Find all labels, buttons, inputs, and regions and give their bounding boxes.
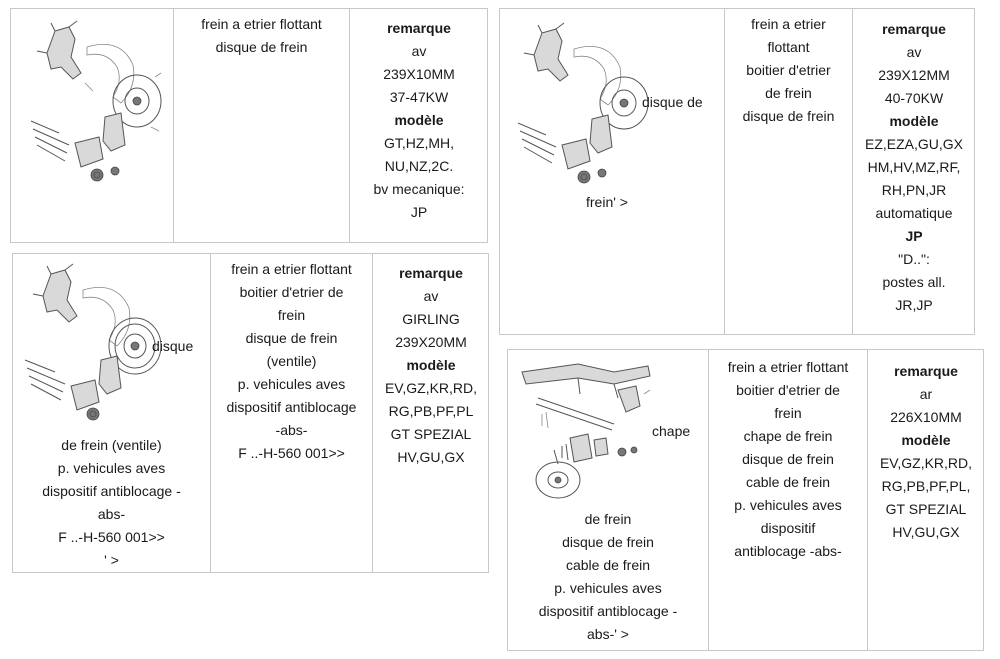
image-caption	[13, 434, 210, 572]
modele-value: postes all.	[882, 274, 946, 290]
modele-value: EZ,EZA,GU,GX	[864, 136, 963, 152]
part-card-3	[12, 253, 489, 573]
description-line: p. vehicules aves	[237, 376, 346, 392]
description-cell	[173, 9, 349, 242]
image-caption-line: cable de frein	[565, 557, 651, 573]
image-label: disque	[152, 338, 194, 354]
modele-heading: modèle	[406, 357, 456, 373]
description-line: boitier d'etrier de	[239, 284, 344, 300]
remarque-value: 37-47KW	[389, 89, 449, 105]
description-line: boitier d'etrier de	[736, 382, 840, 398]
description-line: frein	[277, 307, 306, 323]
description-cell	[724, 9, 852, 334]
modele-value: NU,NZ,2C.	[384, 158, 454, 174]
image-caption-line: dispositif antiblocage -	[538, 603, 678, 619]
modele-heading: modèle	[394, 112, 444, 128]
remarque-heading: remarque	[399, 265, 463, 281]
remarque-value: ar	[919, 386, 933, 402]
remarque-heading: remarque	[882, 21, 946, 37]
modele-value: GT SPEZIAL	[885, 501, 967, 517]
description-line: de frein	[765, 85, 812, 101]
image-caption-line: dispositif antiblocage -	[42, 483, 181, 499]
remarque-value: 239X12MM	[878, 67, 950, 83]
description-line: -abs-	[275, 422, 308, 438]
image-caption-line: p. vehicules aves	[57, 460, 166, 476]
description-line: disque de frein	[742, 451, 834, 467]
modele-value: GT,HZ,MH,	[384, 135, 454, 151]
image-caption	[508, 508, 708, 646]
description-line: dispositif antiblocage	[226, 399, 357, 415]
description-line: frein a etrier flottant	[201, 16, 322, 32]
remarque-cell	[349, 9, 488, 242]
description-line: disque de frein	[245, 330, 338, 346]
remarque-value: 226X10MM	[890, 409, 962, 425]
description-line: p. vehicules aves	[734, 497, 842, 513]
part-image-cell	[13, 254, 210, 572]
description-cell	[708, 350, 867, 650]
part-card-4	[507, 349, 984, 651]
description-line: disque de frein	[742, 108, 835, 124]
remarque-value: av	[906, 44, 922, 60]
modele-value-bold: JP	[905, 228, 923, 244]
image-label: chape	[652, 423, 691, 439]
description-line: disque de frein	[215, 39, 308, 55]
image-caption-line: frein' >	[586, 194, 628, 210]
description-line: frein a etrier	[751, 16, 826, 32]
part-image-cell	[11, 9, 173, 242]
remarque-value: av	[423, 288, 439, 304]
modele-value: EV,GZ,KR,RD,	[384, 380, 478, 396]
description-line: frein a etrier flottant	[231, 261, 352, 277]
remarque-heading: remarque	[894, 363, 958, 379]
description-line: frein	[774, 405, 802, 421]
remarque-value: 239X10MM	[383, 66, 455, 82]
rear-brake-diagram[interactable]	[518, 354, 654, 504]
description-line: dispositif	[760, 520, 816, 536]
description-line: F ..-H-560 001>>	[238, 445, 345, 461]
part-image-cell	[508, 350, 708, 650]
part-card-2	[499, 8, 975, 335]
description-line: cable de frein	[745, 474, 831, 490]
modele-value: HV,GU,GX	[397, 449, 465, 465]
image-caption-line: p. vehicules aves	[554, 580, 662, 596]
remarque-value: 40-70KW	[884, 90, 944, 106]
modele-value: automatique	[875, 205, 953, 221]
image-caption-line: de frein (ventile)	[61, 437, 162, 453]
image-caption-line: abs-' >	[587, 626, 629, 642]
description-cell	[210, 254, 372, 572]
modele-value: RG,PB,PF,PL	[388, 403, 474, 419]
modele-value: "D..":	[898, 251, 930, 267]
part-card-1	[10, 8, 488, 243]
image-caption-line: abs-	[97, 506, 126, 522]
remarque-cell	[867, 350, 984, 650]
remarque-value: 239X20MM	[395, 334, 467, 350]
remarque-value: GIRLING	[402, 311, 460, 327]
image-label: disque de	[642, 94, 703, 110]
modele-heading: modèle	[889, 113, 939, 129]
description-line: frein a etrier flottant	[727, 359, 849, 375]
modele-value: RH,PN,JR	[881, 182, 947, 198]
brake-assembly-diagram[interactable]	[21, 260, 161, 430]
modele-heading: modèle	[901, 432, 951, 448]
modele-value: HV,GU,GX	[892, 524, 960, 540]
modele-value: JR,JP	[895, 297, 933, 313]
description-line: boitier d'etrier	[746, 62, 831, 78]
modele-value: GT SPEZIAL	[390, 426, 472, 442]
modele-value: bv mecanique:	[373, 181, 465, 197]
image-caption-line: F ..-H-560 001>>	[58, 529, 165, 545]
modele-value: JP	[410, 204, 428, 220]
remarque-heading: remarque	[387, 20, 451, 36]
part-image-cell	[500, 9, 724, 334]
remarque-cell	[852, 9, 975, 334]
description-line: chape de frein	[743, 428, 833, 444]
description-line: flottant	[767, 39, 810, 55]
image-caption-line: ' >	[104, 552, 119, 568]
remarque-value: av	[411, 43, 427, 59]
brake-assembly-diagram[interactable]	[25, 17, 165, 187]
remarque-cell	[372, 254, 489, 572]
modele-value: RG,PB,PF,PL,	[881, 478, 971, 494]
brake-assembly-diagram[interactable]	[512, 19, 652, 189]
description-line: antiblocage -abs-	[734, 543, 842, 559]
modele-value: EV,GZ,KR,RD,	[879, 455, 973, 471]
image-caption-line: disque de frein	[562, 534, 654, 550]
image-caption-line: de frein	[584, 511, 632, 527]
modele-value: HM,HV,MZ,RF,	[867, 159, 961, 175]
description-line: (ventile)	[266, 353, 317, 369]
